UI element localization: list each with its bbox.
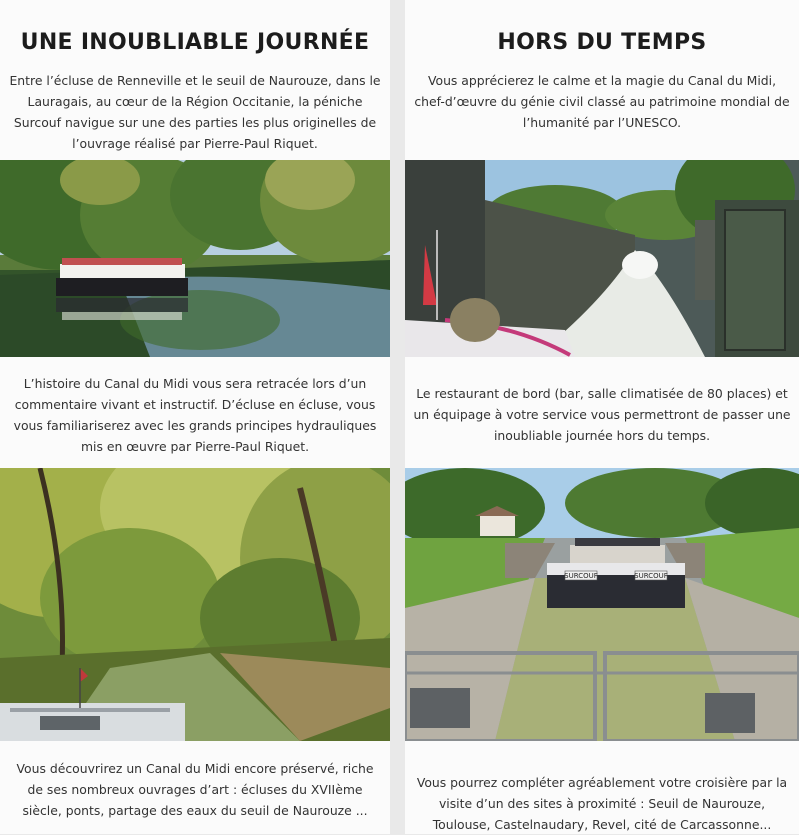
left-panel: [0, 0, 390, 834]
left-title: UNE INOUBLIABLE JOURNÉE: [20, 30, 370, 55]
left-intro-text: Entre l’écluse de Renneville et le seuil de Naurouze, dans le Lauragais, au cœur de la Région Occitanie, la péniche Surcouf navigue sur une des parties les plus originelles de l’ouvrage réalisé par Pierre-Paul Riquet.: [9, 73, 381, 151]
left-middle-text: L’histoire du Canal du Midi vous sera retracée lors d’un commentaire vivant et instructif. D’écluse en écluse, vous vous familiariserez avec les grands principes hydrauliques mis en œuvre par Pierre-Paul Riquet.: [13, 376, 377, 454]
photo-barge-in-lock: [405, 468, 799, 741]
right-title: HORS DU TEMPS: [497, 30, 707, 55]
photo-canal-reflection: [0, 160, 390, 357]
left-bottom-text: Vous découvrirez un Canal du Midi encore préservé, riche de ses nombreux ouvrages d’art : écluses du XVIIème siècle, ponts, partage des eaux du seuil de Naurouze ...: [16, 761, 374, 818]
right-panel: [405, 0, 799, 834]
right-middle-text: Le restaurant de bord (bar, salle climatisée de 80 places) et un équipage à votre service vous permettront de passer une inoubliable journée hors du temps.: [413, 386, 791, 443]
photo-tree-lined-canal: [0, 468, 390, 741]
photo-lock-filling: [405, 160, 799, 357]
right-bottom-text: Vous pourrez compléter agréablement votre croisière par la visite d’un des sites à proximité : Seuil de Naurouze, Toulouse, Castelnaudary, Revel, cité de Carcassonne...: [416, 775, 788, 832]
barge-name-label-left: SURCOUF: [564, 572, 598, 580]
barge-name-label-right: SURCOUF: [634, 572, 668, 580]
right-intro-text: Vous apprécierez le calme et la magie du Canal du Midi, chef-d’œuvre du génie civil classé au patrimoine mondial de l’humanité par l’UNESCO.: [414, 73, 790, 130]
